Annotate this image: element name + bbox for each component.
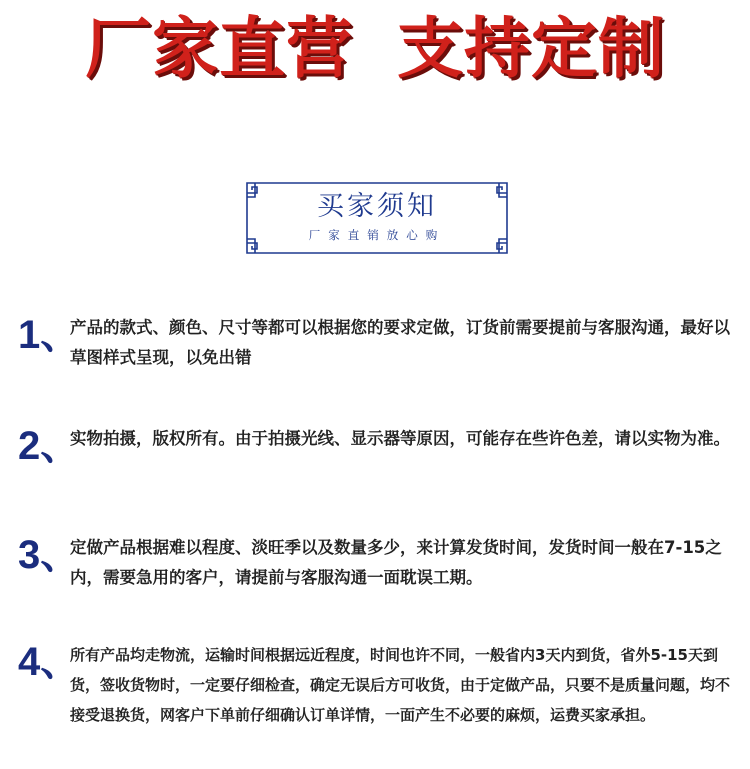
item-number: 4、 <box>18 640 81 684</box>
item-number: 3、 <box>18 533 81 577</box>
item-text: 定做产品根据难以程度、淡旺季以及数量多少，来计算发货时间，发货时间一般在7-15之内，需要急用的客户，请提前与客服沟通一面耽误工期。 <box>70 538 722 587</box>
headline-banner <box>0 8 750 90</box>
item-number: 1、 <box>18 313 81 357</box>
item-number: 2、 <box>18 424 81 468</box>
headline-left: 厂家直营 <box>85 10 353 87</box>
headline-right: 支持定制 <box>397 10 665 87</box>
item-text: 实物拍摄，版权所有。由于拍摄光线、显示器等原因，可能存在些许色差，请以实物为准。 <box>70 429 730 448</box>
item-text: 所有产品均走物流，运输时间根据远近程度，时间也许不同，一般省内3天内到货，省外5-15天到货，签收货物时，一定要仔细检查，确定无误后方可收货，由于定做产品，只要不是质量问题，均不接受退换货，网客户下单前仔细确认订单详情，一面产生不必要的麻烦，运费买家承担。 <box>70 646 731 724</box>
notice-title: 买家须知 <box>317 191 437 222</box>
notice-subtitle: 厂家直销放心购 <box>308 228 446 242</box>
item-text: 产品的款式、颜色、尺寸等都可以根据您的要求定做，订货前需要提前与客服沟通，最好以草图样式呈现，以免出错 <box>70 318 730 367</box>
notice-frame <box>243 179 511 257</box>
